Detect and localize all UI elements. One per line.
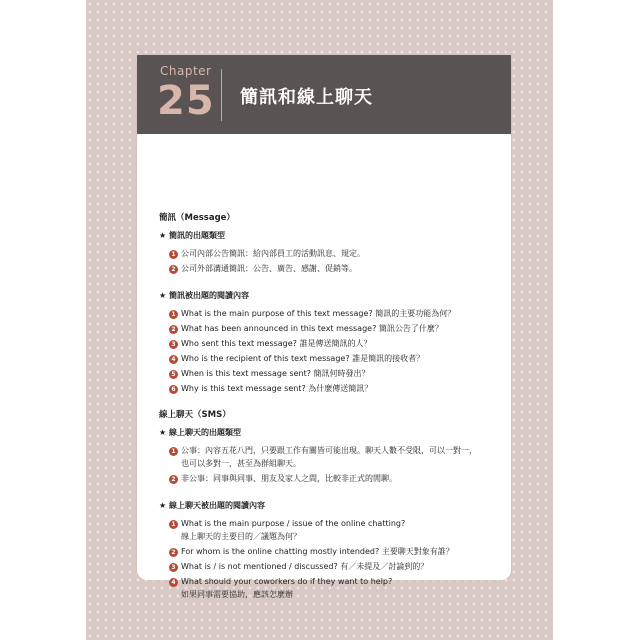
chapter-label: Chapter xyxy=(160,64,212,78)
list-item: 2 公司外部溝通簡訊：公告、廣告、感謝、促銷等。 xyxy=(169,263,357,275)
list-item: 3 What is / is not mentioned / discussed? 有／未提及／討論到的？ xyxy=(169,561,428,573)
subheading-message-types: ★ 簡訊的出題類型 xyxy=(159,231,225,240)
list-item: 2 What has been announced in this text message? 簡訊公告了什麼？ xyxy=(169,323,443,335)
subheading-message-questions: ★ 簡訊被出題的閱讀內容 xyxy=(159,291,249,300)
list-item-continuation: 也可以多對一，甚至為群組聊天。 xyxy=(181,459,301,468)
number-badge: 1 xyxy=(169,310,178,319)
chapter-title: 簡訊和線上聊天 xyxy=(240,87,373,108)
list-item: 2 For whom is the online chatting mostly intended? 主要聊天對象有誰？ xyxy=(169,546,454,558)
list-item: 1 What is the main purpose / issue of the online chatting? xyxy=(169,518,405,530)
number-badge: 4 xyxy=(169,355,178,364)
list-item-continuation: 線上聊天的主要目的／議題為何？ xyxy=(181,532,301,541)
list-item: 6 Why is this text message sent? 為什麼傳送簡訊？ xyxy=(169,383,372,395)
number-badge: 1 xyxy=(169,520,178,529)
list-item: 3 Who sent this text message? 誰是傳送簡訊的人？ xyxy=(169,338,371,350)
number-badge: 5 xyxy=(169,370,178,379)
chapter-header xyxy=(137,55,511,134)
number-badge: 2 xyxy=(169,475,178,484)
list-item: 2 非公事：同事與同事、朋友及家人之間，比較非正式的閒聊。 xyxy=(169,473,397,485)
number-badge: 3 xyxy=(169,340,178,349)
number-badge: 4 xyxy=(169,578,178,587)
number-badge: 1 xyxy=(169,250,178,259)
list-item-continuation: 如果同事需要協助，應該怎麼辦 xyxy=(181,590,293,599)
number-badge: 3 xyxy=(169,563,178,572)
list-item: 4 What should your coworkers do if they want to help? xyxy=(169,576,392,588)
list-item: 1 公事：內容五花八門，只要跟工作有關皆可能出現。聊天人數不受限，可以一對一， xyxy=(169,445,477,457)
section-heading-message: 簡訊（Message） xyxy=(159,213,235,223)
subheading-sms-questions: ★ 線上聊天被出題的閱讀內容 xyxy=(159,501,265,510)
subheading-sms-types: ★ 線上聊天的出題類型 xyxy=(159,428,241,437)
number-badge: 2 xyxy=(169,265,178,274)
list-item: 4 Who is the recipient of this text message? 誰是簡訊的接收者？ xyxy=(169,353,424,365)
header-divider xyxy=(221,69,222,121)
number-badge: 1 xyxy=(169,447,178,456)
number-badge: 2 xyxy=(169,548,178,557)
number-badge: 6 xyxy=(169,385,178,394)
chapter-number: 25 xyxy=(157,78,215,124)
list-item: 5 When is this text message sent? 簡訊何時發出？ xyxy=(169,368,370,380)
list-item: 1 公司內部公告簡訊：給內部員工的活動訊息、規定。 xyxy=(169,248,365,260)
content-card xyxy=(137,55,511,599)
number-badge: 2 xyxy=(169,325,178,334)
section-heading-sms: 線上聊天（SMS） xyxy=(159,410,231,420)
list-item: 1 What is the main purpose of this text message? 簡訊的主要功能為何？ xyxy=(169,308,455,320)
